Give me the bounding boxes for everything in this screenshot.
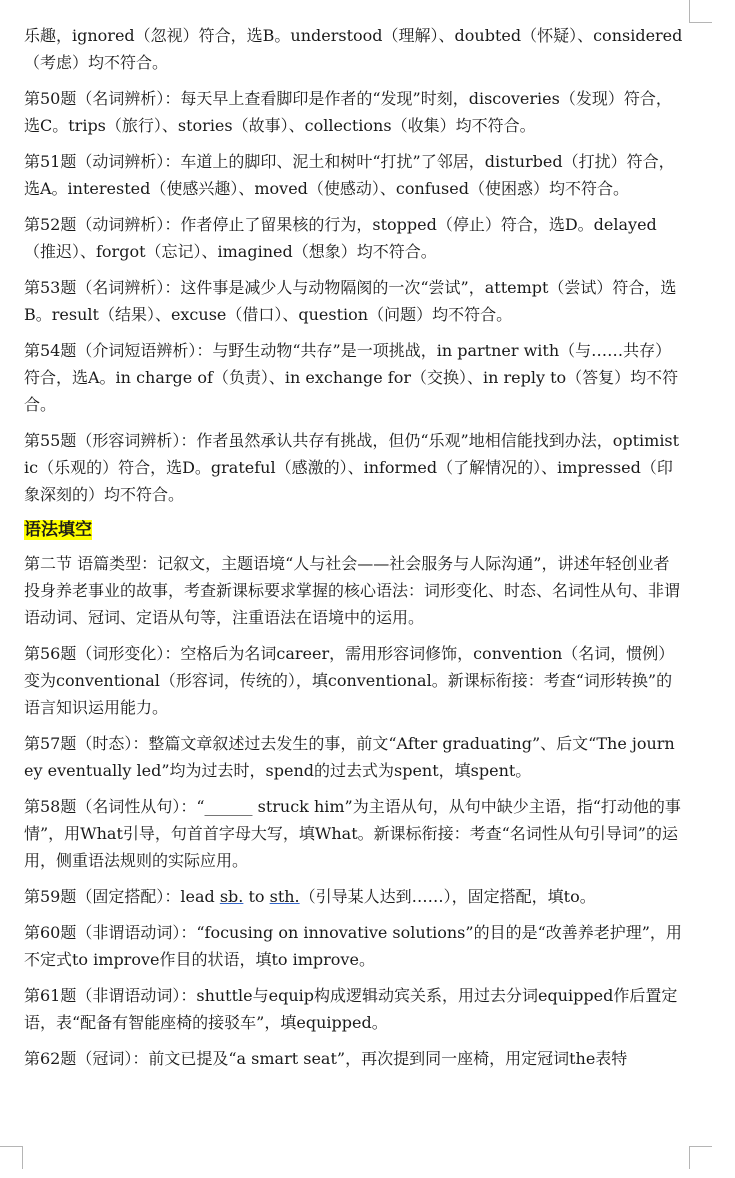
q59-underlined-sb: sb. [219,887,244,906]
paragraph-q54: 第54题（介词短语辨析）：与野生动物“共存”是一项挑战，in partner with（与……共存）符合，选A。in charge of（负责）、in exchange for（交换）、in reply to（答复）均不符合。 [24,341,679,414]
section-heading-text: 语法填空 [24,520,92,540]
paragraph-q52: 第52题（动词辨析）：作者停止了留果核的行为，stopped（停止）符合，选D。delayed（推迟）、forgot（忘记）、imagined（想象）均不符合。 [24,215,657,261]
paragraph-q55: 第55题（形容词辨析）：作者虽然承认共存有挑战，但仍“乐观”地相信能找到办法，optimistic（乐观的）符合，选D。grateful（感激的）、informed（了解情况的）、impressed（印象深刻的）均不符合。 [24,431,680,504]
page-corner-mark [0,1146,23,1169]
paragraph-q58: 第58题（名词性从句）：“______ struck him”为主语从句，从句中缺少主语，指“打动他的事情”，用What引导，句首首字母大写，填What。新课标衔接：考查“名词性从句引导词”的运用，侧重语法规则的实际应用。 [24,797,681,870]
paragraph-q56: 第56题（词形变化）：空格后为名词career，需用形容词修饰，convention（名词，惯例）变为conventional（形容词，传统的），填conventional。新课标衔接：考查“词形转换”的语言知识运用能力。 [24,644,675,717]
page-corner-mark [689,1146,712,1169]
q59-text-mid: to [243,887,270,906]
paragraph-q50: 第50题（名词辨析）：每天早上查看脚印是作者的“发现”时刻，discoveries（发现）符合，选C。trips（旅行）、stories（故事）、collections（收集）均不符合。 [24,89,672,135]
paragraph-q57: 第57题（时态）：整篇文章叙述过去发生的事，前文“After graduating”、后文“The journey eventually led”均为过去时，spend的过去式为spent，填spent。 [24,734,675,780]
paragraph-q60: 第60题（非谓语动词）：“focusing on innovative solutions”的目的是“改善养老护理”，用不定式to improve作目的状语，填to improve。 [24,923,682,969]
section-heading [24,517,684,544]
document-body [24,22,684,1081]
page-corner-mark [689,0,712,23]
q59-text-after: （引导某人达到……），固定搭配，填to。 [299,887,596,906]
paragraph-q59 [24,883,684,910]
paragraph-section-intro: 第二节 语篇类型：记叙文，主题语境“人与社会——社会服务与人际沟通”，讲述年轻创业者投身养老事业的故事，考查新课标要求掌握的核心语法：词形变化、时态、名词性从句、非谓语动词、冠词、定语从句等，注重语法在语境中的运用。 [24,554,681,627]
q59-underlined-sth: sth. [269,887,300,906]
paragraph-q53: 第53题（名词辨析）：这件事是减少人与动物隔阂的一次“尝试”，attempt（尝试）符合，选B。result（结果）、excuse（借口）、question（问题）均不符合。 [24,278,677,324]
paragraph-q51: 第51题（动词辨析）：车道上的脚印、泥土和树叶“打扰”了邻居，disturbed（打扰）符合，选A。interested（使感兴趣）、moved（使感动）、confused（使困惑）均不符合。 [24,152,675,198]
paragraph-q61: 第61题（非谓语动词）：shuttle与equip构成逻辑动宾关系，用过去分词equipped作后置定语，表“配备有智能座椅的接驳车”，填equipped。 [24,986,678,1032]
paragraph-q62: 第62题（冠词）：前文已提及“a smart seat”，再次提到同一座椅，用定冠词the表特 [24,1049,628,1068]
q59-text-before: 第59题（固定搭配）：lead [24,887,220,906]
paragraph-q49-tail: 乐趣，ignored（忽视）符合，选B。understood（理解）、doubted（怀疑）、considered（考虑）均不符合。 [24,26,683,72]
